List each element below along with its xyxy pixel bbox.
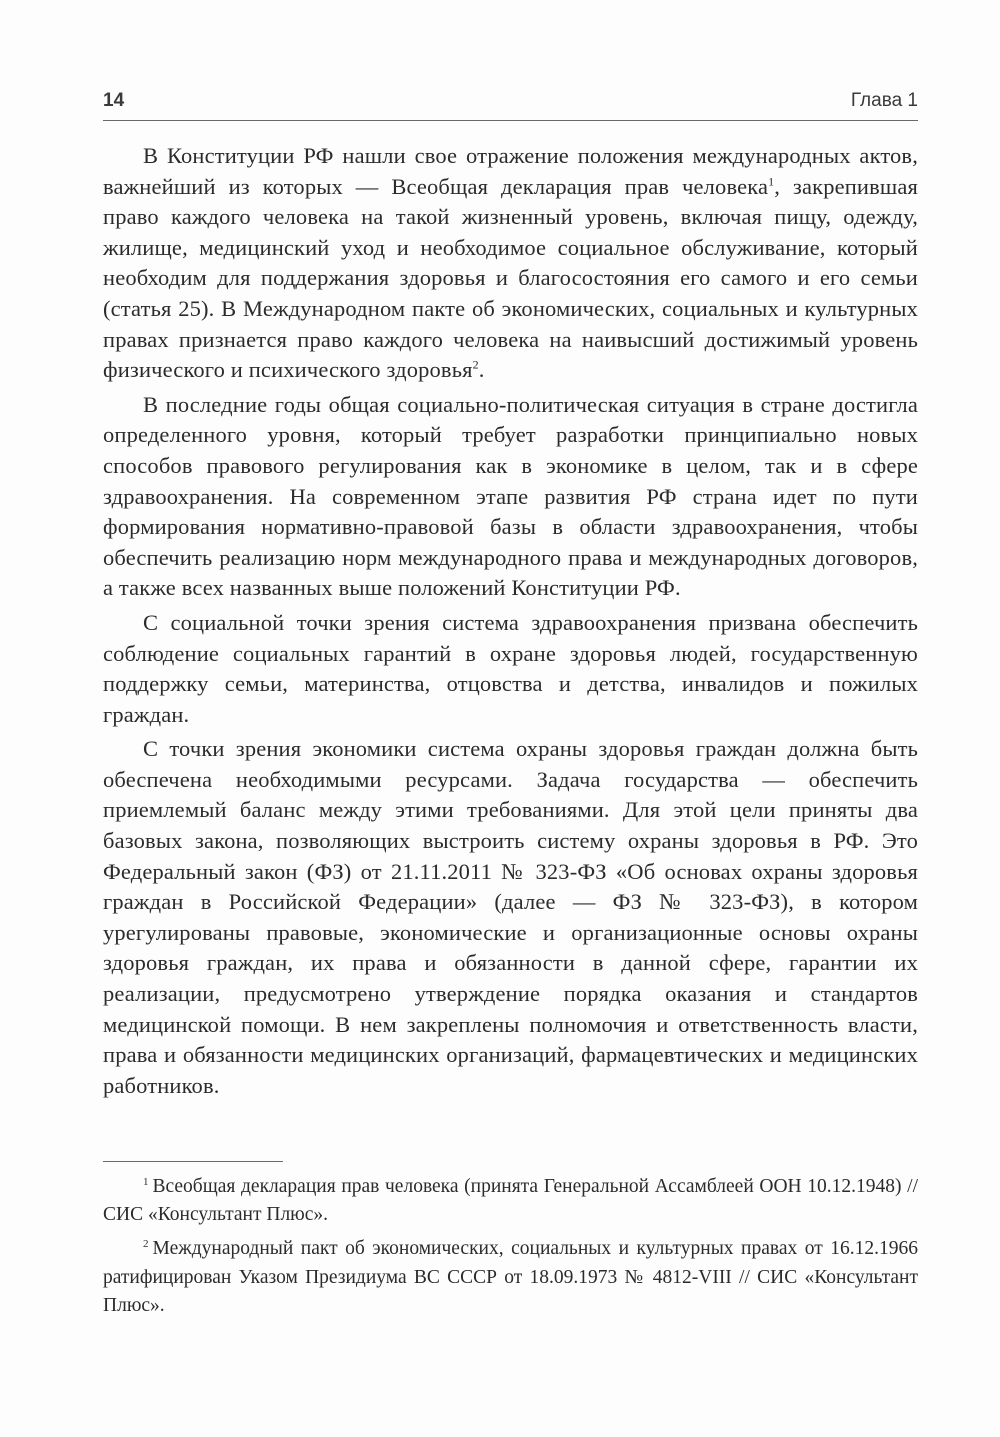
paragraph-2: В последние годы общая социально-политическая ситуация в стране достигла определенного уровня, который требует разработки принципиально новых способов правового регулирования как в экономике в целом, так и в сфере здравоохранения. На современном этапе развития РФ страна идет по пути формирования нормативно-правовой базы в области здравоохранения, чтобы обеспечить реализацию норм международного права и международных договоров, а также всех названных выше положений Конституции РФ. bbox=[103, 391, 918, 601]
page-number: 14 bbox=[103, 90, 125, 111]
footnote-divider bbox=[103, 1161, 283, 1162]
main-text bbox=[103, 141, 918, 1105]
footnote-2 bbox=[103, 1235, 918, 1320]
paragraph-4: С точки зрения экономики система охраны здоровья граждан должна быть обеспечена необходимыми ресурсами. Задача государства — обеспечить приемлемый баланс между этими требованиями. Для этой цели приняты два базовых закона, позволяющих выстроить систему охраны здоровья в РФ. Это Федеральный закон (ФЗ) от 21.11.2011 № 323-ФЗ «Об основах охраны здоровья граждан в Российской Федерации» (далее — ФЗ № 323-ФЗ), в котором урегулированы правовые, экономические и организационные основы охраны здоровья граждан, их права и обязанности в данной сфере, гарантии их реализации, предусмотрено утверждение порядка оказания и стандартов медицинской помощи. В нем закреплены полномочия и ответственность власти, права и обязанности медицинских организаций, фармацевтических и медицинских работников. bbox=[103, 736, 918, 1098]
chapter-label: Глава 1 bbox=[850, 90, 918, 111]
footnote-2-text: Международный пакт об экономических, социальных и культурных правах от 16.12.1966 ратифицирован Указом Президиума ВС СССР от 18.09.1973 № 4812-VIII // СИС «Консультант Плюс». bbox=[103, 1238, 918, 1316]
running-header bbox=[103, 88, 918, 121]
footnote-ref-2[interactable]: 2 bbox=[472, 357, 479, 372]
footnotes bbox=[103, 1173, 918, 1326]
paragraph-3: С социальной точки зрения система здравоохранения призвана обеспечить соблюдение социальных гарантий в охране здоровья людей, государственную поддержку семьи, материнства, отцовства и детства, инвалидов и пожилых граждан. bbox=[103, 609, 918, 727]
paragraph-1 bbox=[103, 141, 918, 386]
paragraph-1-part-1: В Конституции РФ нашли свое отражение положения международных актов, важнейший из которых — Всеобщая декларация прав человека bbox=[103, 143, 918, 199]
paragraph-1-part-2: , закрепившая право каждого человека на такой жизненный уровень, включая пищу, одежду, жилище, медицинский уход и необходимое социальное обслуживание, который необходим для поддержания здоровья и благосостояния его самого и его семьи (статья 25). В Международном пакте об экономических, социальных и культурных правах признается право каждого человека на наивысший достижимый уровень физического и психического здоровья bbox=[103, 173, 918, 383]
footnote-1 bbox=[103, 1173, 918, 1229]
footnote-1-mark: 1 bbox=[143, 1175, 149, 1188]
footnote-1-text: Всеобщая декларация прав человека (принята Генеральной Ассамблеей ООН 10.12.1948) // СИС «Консультант Плюс». bbox=[103, 1176, 918, 1226]
paragraph-1-end: . bbox=[478, 357, 485, 383]
footnote-2-mark: 2 bbox=[143, 1237, 149, 1250]
footnote-ref-1[interactable]: 1 bbox=[768, 174, 775, 189]
